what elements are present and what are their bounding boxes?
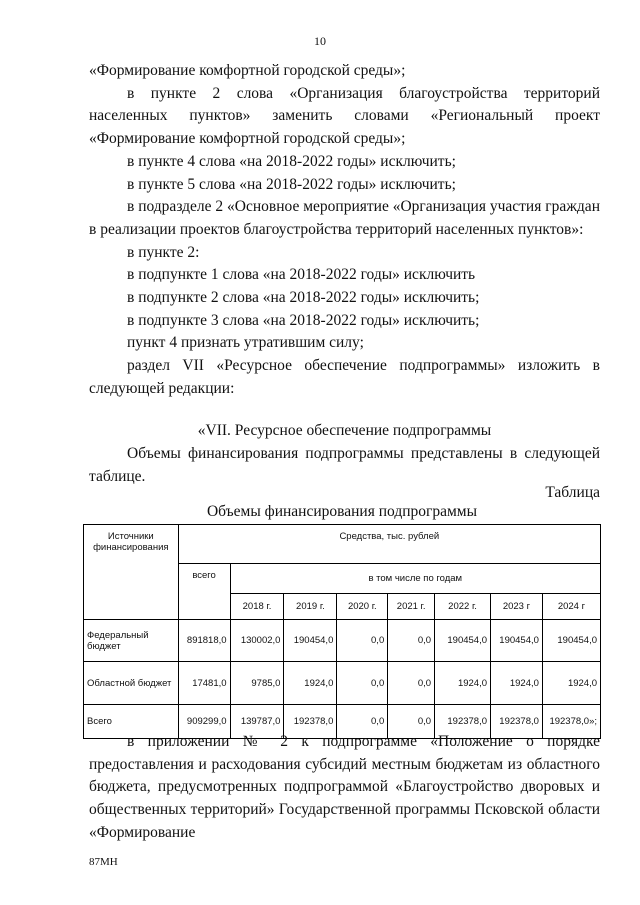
cell: 190454,0: [491, 620, 543, 662]
cell: 891818,0: [178, 620, 230, 662]
cell: 139787,0: [230, 705, 284, 739]
cell: 0,0: [337, 620, 388, 662]
year-header: 2018 г.: [230, 594, 284, 620]
page-number: 10: [314, 34, 326, 48]
header-sources: Источники финансирования: [84, 525, 179, 620]
cell: 1924,0: [542, 662, 600, 705]
year-header: 2024 г: [542, 594, 600, 620]
table-row: [84, 662, 601, 705]
cell: 0,0: [388, 620, 435, 662]
cell: 1924,0: [491, 662, 543, 705]
row-source: Всего: [84, 705, 179, 739]
header-total: всего: [178, 564, 230, 620]
cell: 192378,0: [491, 705, 543, 739]
cell: 0,0: [388, 662, 435, 705]
text-line: в подпункте 3 слова «на 2018-2022 годы» исключить;: [127, 311, 480, 329]
text-line: в подпункте 1 слова «на 2018-2022 годы» исключить: [127, 266, 476, 284]
table-row: [84, 620, 601, 662]
table-label: Таблица: [545, 484, 600, 501]
text-line: в пункте 4 слова «на 2018-2022 годы» исключить;: [127, 152, 456, 170]
text-line: в подпункте 2 слова «на 2018-2022 годы» исключить;: [127, 289, 480, 307]
header-by-years: в том числе по годам: [230, 564, 600, 594]
row-source: Федеральный бюджет: [84, 620, 179, 662]
cell: 190454,0: [284, 620, 337, 662]
cell: 1924,0: [284, 662, 337, 705]
cell: 192378,0»;: [542, 705, 600, 739]
cell: 9785,0: [230, 662, 284, 705]
text-line: в пункте 2:: [127, 243, 200, 261]
section-heading: «VII. Ресурсное обеспечение подпрограммы: [197, 422, 492, 439]
intro-paragraph: Объемы финансирования подпрограммы представлены в следующей таблице.: [89, 445, 600, 485]
cell: 1924,0: [435, 662, 491, 705]
cell: 190454,0: [542, 620, 600, 662]
table-title: Объемы финансирования подпрограммы: [206, 503, 478, 520]
text-line: в пункте 5 слова «на 2018-2022 годы» исключить;: [127, 175, 456, 193]
closing-paragraph: в приложении № 2 к подпрограмме «Положение о порядке предоставления и расходования субсидий местным бюджетам из областного бюджета, предусмотренных подпрограммой «Благоустройство дворовых и общественных территорий» Государственной программы Псковской области «Формирование: [89, 733, 600, 841]
cell: 130002,0: [230, 620, 284, 662]
text-paragraph: в пункте 2 слова «Организация благоустройства территорий населенных пунктов» заменить словами «Региональный проект «Формирование комфортной городской среды»;: [89, 84, 600, 148]
text-line: пункт 4 признать утратившим силу;: [127, 334, 364, 352]
text-paragraph: раздел VII «Ресурсное обеспечение подпрограммы» изложить в следующей редакции:: [89, 357, 600, 397]
header-funds: Средства, тыс. рублей: [178, 525, 600, 564]
row-source: Областной бюджет: [84, 662, 179, 705]
amendment-text: [89, 60, 600, 401]
year-header: 2020 г.: [337, 594, 388, 620]
text-paragraph: в подразделе 2 «Основное мероприятие «Организация участия граждан в реализации проектов благоустройства территорий населенных пунктов»:: [89, 198, 600, 238]
year-header: 2021 г.: [388, 594, 435, 620]
cell: 192378,0: [284, 705, 337, 739]
cell: 190454,0: [435, 620, 491, 662]
cell: 0,0: [337, 705, 388, 739]
cell: 17481,0: [178, 662, 230, 705]
funding-table: [83, 524, 601, 739]
year-header: 2022 г.: [435, 594, 491, 620]
cell: 192378,0: [435, 705, 491, 739]
footer-code: 87МН: [89, 856, 118, 868]
cell: 909299,0: [178, 705, 230, 739]
year-header: 2023 г: [491, 594, 543, 620]
cell: 0,0: [388, 705, 435, 739]
cell: 0,0: [337, 662, 388, 705]
text-line: «Формирование комфортной городской среды»;: [89, 62, 406, 79]
year-header: 2019 г.: [284, 594, 337, 620]
